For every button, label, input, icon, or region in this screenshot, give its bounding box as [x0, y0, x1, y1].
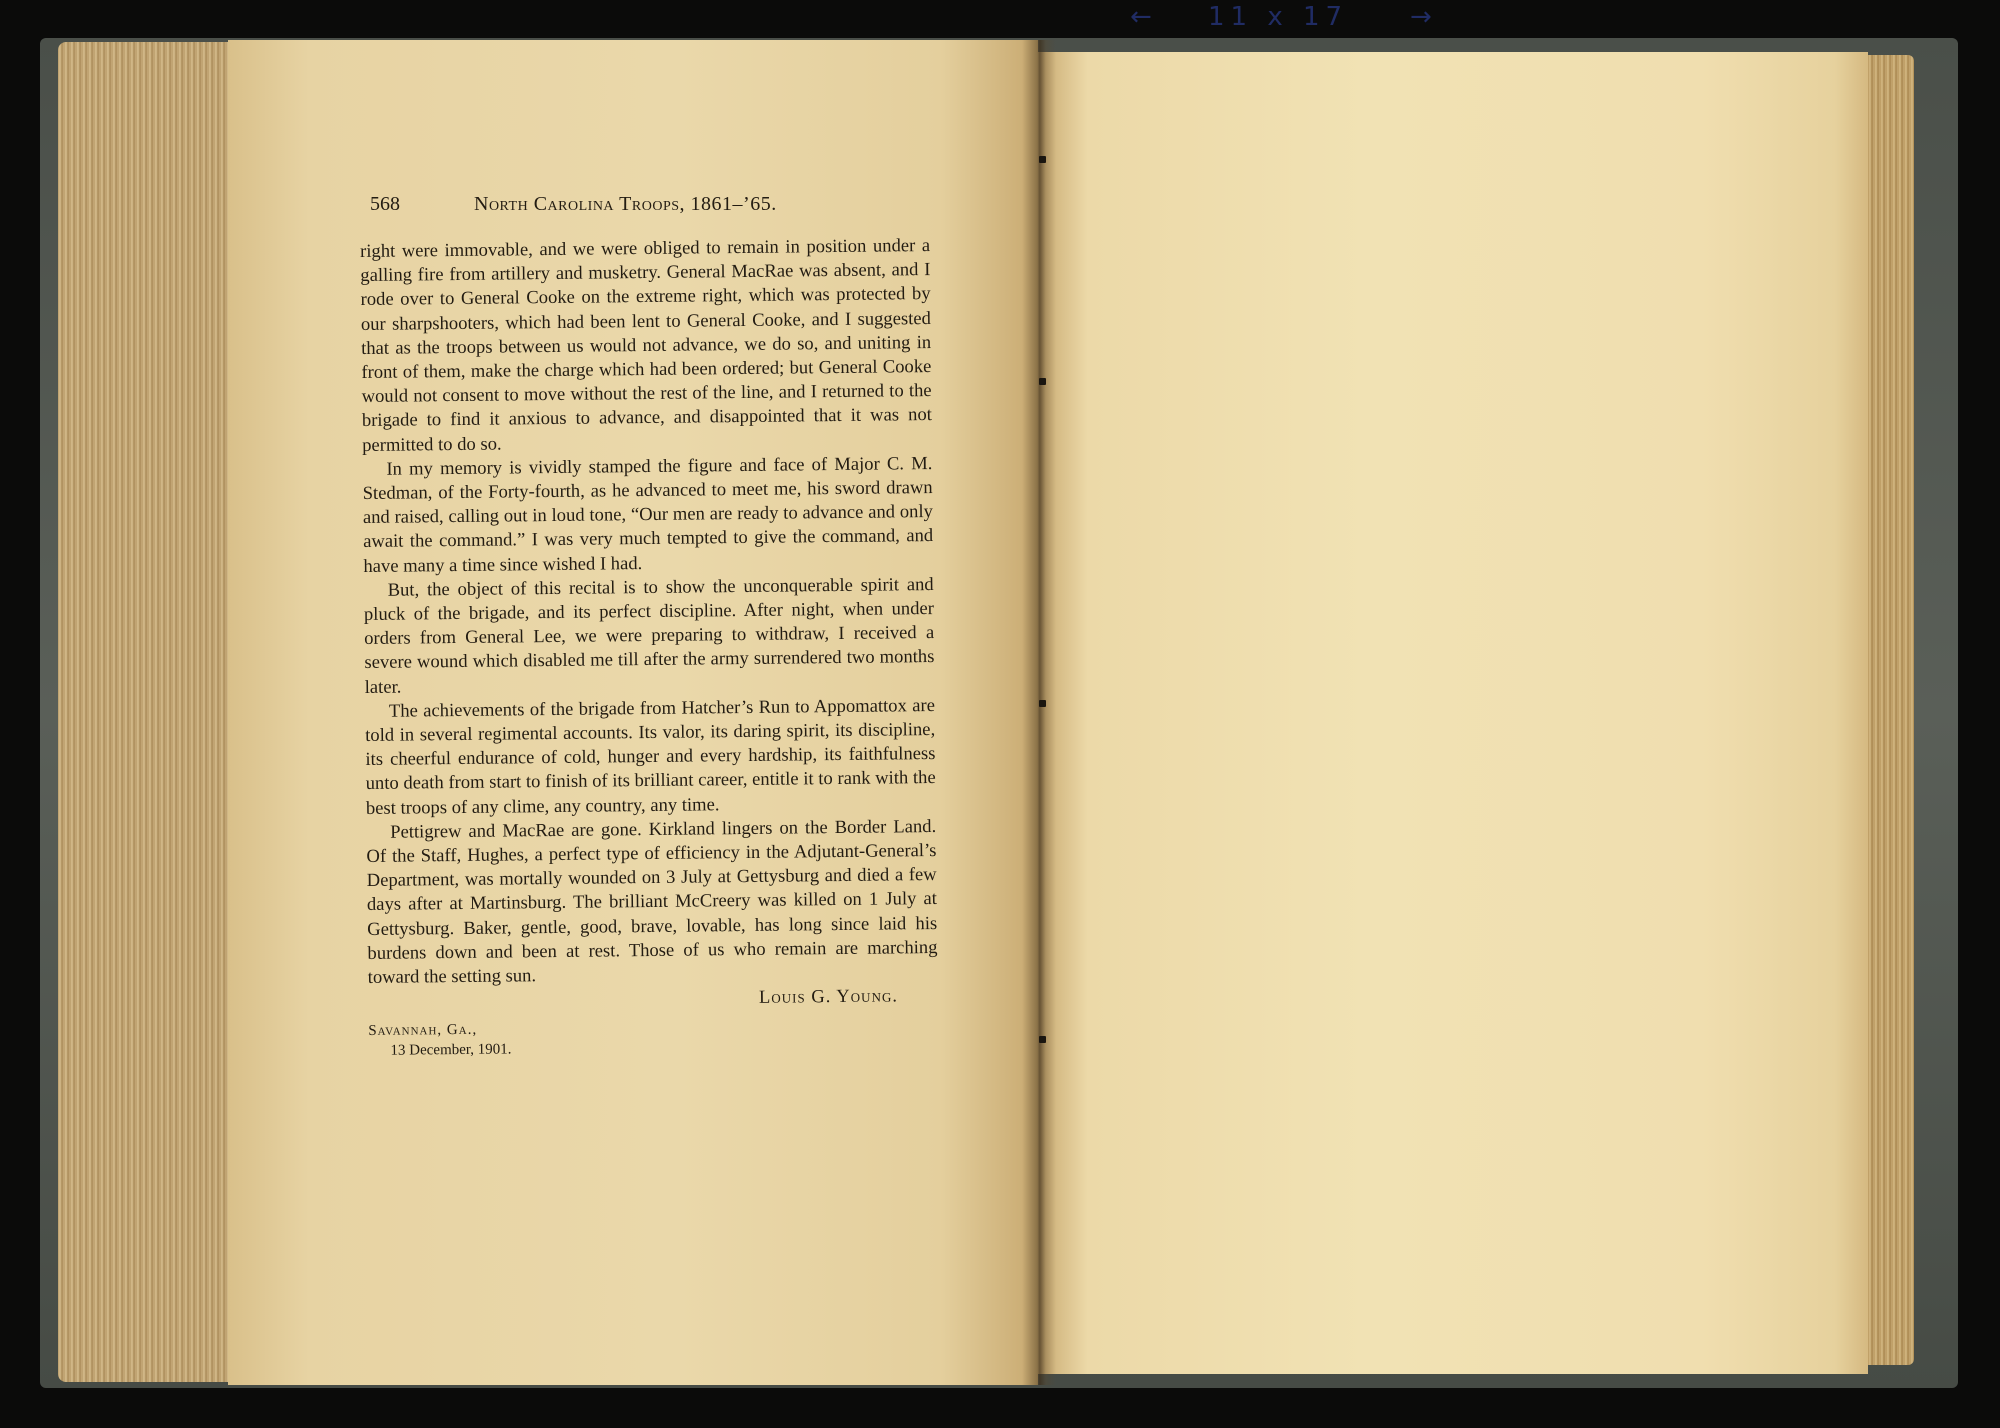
binding-stitch	[1039, 700, 1046, 707]
left-arrow-icon: ←	[1130, 2, 1158, 32]
binding-stitch	[1039, 1036, 1046, 1043]
paragraph: The achievements of the brigade from Hatcher’s Run to Appomattox are told in several regimental accounts. Its valor, its daring spirit, its discipline, its cheerful endurance of cold, hunger and every hardship, its faithfulness unto death from start to finish of its brilliant career, entitle it to rank with the best troops of any clime, any country, any time.	[365, 694, 936, 819]
right-page-blank	[1038, 52, 1868, 1374]
book-gutter	[1022, 40, 1056, 1385]
left-page-edges	[58, 42, 233, 1382]
running-title: North Carolina Troops, 1861–’65.	[474, 193, 777, 215]
right-arrow-icon: →	[1410, 2, 1438, 32]
page-number: 568	[370, 193, 400, 215]
dateline-date: 13 December, 1901.	[390, 1040, 512, 1059]
binding-stitch	[1039, 156, 1046, 163]
scan-size-mark	[1130, 2, 1450, 36]
binding-stitch	[1039, 378, 1046, 385]
paragraph: right were immovable, and we were obliged to remain in position under a galling fire from artillery and musketry. General MacRae was absent, and I rode over to General Cooke on the extreme right, which was protected by our sharpshooters, which had been lent to General Cooke, and I suggested that as the troops between us would not advance, we do so, and uniting in front of them, make the charge which had been ordered; but General Cooke would not consent to move without the rest of the line, and I returned to the brigade to find it anxious to advance, and disappointed that it was not permitted to do so.	[360, 235, 932, 456]
running-head	[370, 193, 850, 221]
dateline-place: Savannah, Ga.,	[368, 1021, 478, 1039]
author-signature: Louis G. Young.	[758, 985, 899, 1009]
paragraph: Pettigrew and MacRae are gone. Kirkland lingers on the Border Land. Of the Staff, Hughes, a perfect type of efficiency in the Adjutant-General’s Department, was mortally wounded on 3 July at Gettysburg and died a few days after at Martinsburg. The brilliant McCreery was killed on 1 July at Gettysburg. Baker, gentle, good, brave, lovable, has long since laid his burdens down and been at rest. Those of us who remain are marching toward the setting sun.	[366, 815, 938, 989]
scan-size-text: 11 x 17	[1208, 2, 1349, 32]
right-page-edges	[1862, 55, 1914, 1365]
dateline	[368, 1014, 938, 1060]
paragraph: In my memory is vividly stamped the figure and face of Major C. M. Stedman, of the Forty-fourth, as he advanced to meet me, his sword drawn and raised, calling out in loud tone, “Our men are ready to advance and only await the command.” I was very much tempted to give the command, and have many a time since wished I had.	[362, 452, 934, 577]
paragraph: But, the object of this recital is to show the unconquerable spirit and pluck of the brigade, and its perfect discipline. After night, when under orders from General Lee, we were preparing to withdraw, I received a severe wound which disabled me till after the army surrendered two months later.	[363, 573, 935, 698]
page-body	[360, 234, 939, 1060]
